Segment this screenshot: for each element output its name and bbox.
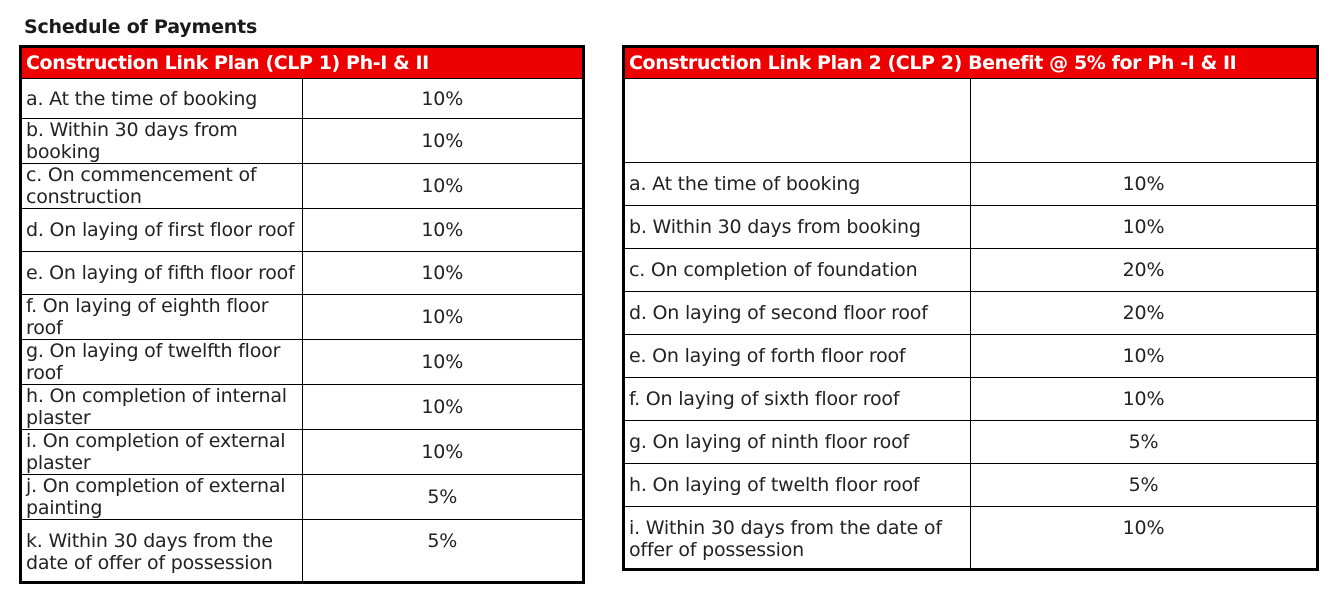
table-row [624,378,1318,421]
row-label: i. Within 30 days from the date of offer of possession [624,507,971,570]
table-row [21,475,584,520]
row-label: h. On completion of internal plaster [21,385,303,430]
table-row [624,249,1318,292]
row-percentage: 5% [302,520,584,583]
row-label: k. Within 30 days from the date of offer of possession [21,520,303,583]
row-percentage [971,79,1318,163]
row-percentage: 10% [302,79,584,119]
row-label: f. On laying of eighth floor roof [21,295,303,340]
row-percentage: 10% [302,295,584,340]
clp1-header-row [21,47,584,79]
row-percentage: 5% [971,464,1318,507]
row-percentage: 20% [971,292,1318,335]
row-percentage: 10% [302,209,584,252]
row-label: b. Within 30 days from booking [21,119,303,164]
clp1-table [19,45,585,584]
table-row [624,507,1318,570]
row-label: i. On completion of external plaster [21,430,303,475]
table-row [21,340,584,385]
table-row [624,79,1318,163]
clp1-header: Construction Link Plan (CLP 1) Ph-I & II [21,47,584,79]
table-row [21,385,584,430]
row-label: f. On laying of sixth floor roof [624,378,971,421]
row-percentage: 10% [971,507,1318,570]
clp2-header: Construction Link Plan 2 (CLP 2) Benefit @ 5% for Ph -I & II [624,47,1318,79]
row-percentage: 10% [971,206,1318,249]
row-label: b. Within 30 days from booking [624,206,971,249]
row-percentage: 20% [971,249,1318,292]
table-row [624,335,1318,378]
row-label: e. On laying of forth floor roof [624,335,971,378]
table-row [624,421,1318,464]
table-row [624,464,1318,507]
row-label: d. On laying of second floor roof [624,292,971,335]
table-row [21,295,584,340]
row-label: e. On laying of fifth floor roof [21,252,303,295]
clp2-header-row [624,47,1318,79]
table-row [21,79,584,119]
row-percentage: 10% [302,119,584,164]
row-label: a. At the time of booking [21,79,303,119]
row-percentage: 10% [302,164,584,209]
row-percentage: 10% [302,340,584,385]
table-row [624,206,1318,249]
row-label: c. On completion of foundation [624,249,971,292]
row-label: j. On completion of external painting [21,475,303,520]
row-percentage: 5% [971,421,1318,464]
table-row [21,252,584,295]
row-label [624,79,971,163]
page-title: Schedule of Payments [24,16,258,38]
table-row [21,119,584,164]
row-label: a. At the time of booking [624,163,971,206]
row-percentage: 10% [302,430,584,475]
row-label: h. On laying of twelth floor roof [624,464,971,507]
row-percentage: 10% [971,163,1318,206]
table-row [21,520,584,583]
table-row [21,430,584,475]
table-row [624,292,1318,335]
table-row [21,164,584,209]
table-row [21,209,584,252]
table-row [624,163,1318,206]
row-percentage: 10% [302,252,584,295]
row-percentage: 10% [971,335,1318,378]
row-percentage: 5% [302,475,584,520]
row-percentage: 10% [971,378,1318,421]
row-label: g. On laying of ninth floor roof [624,421,971,464]
row-percentage: 10% [302,385,584,430]
row-label: c. On commencement of construction [21,164,303,209]
row-label: g. On laying of twelfth floor roof [21,340,303,385]
clp2-table [622,45,1319,571]
row-label: d. On laying of first floor roof [21,209,303,252]
